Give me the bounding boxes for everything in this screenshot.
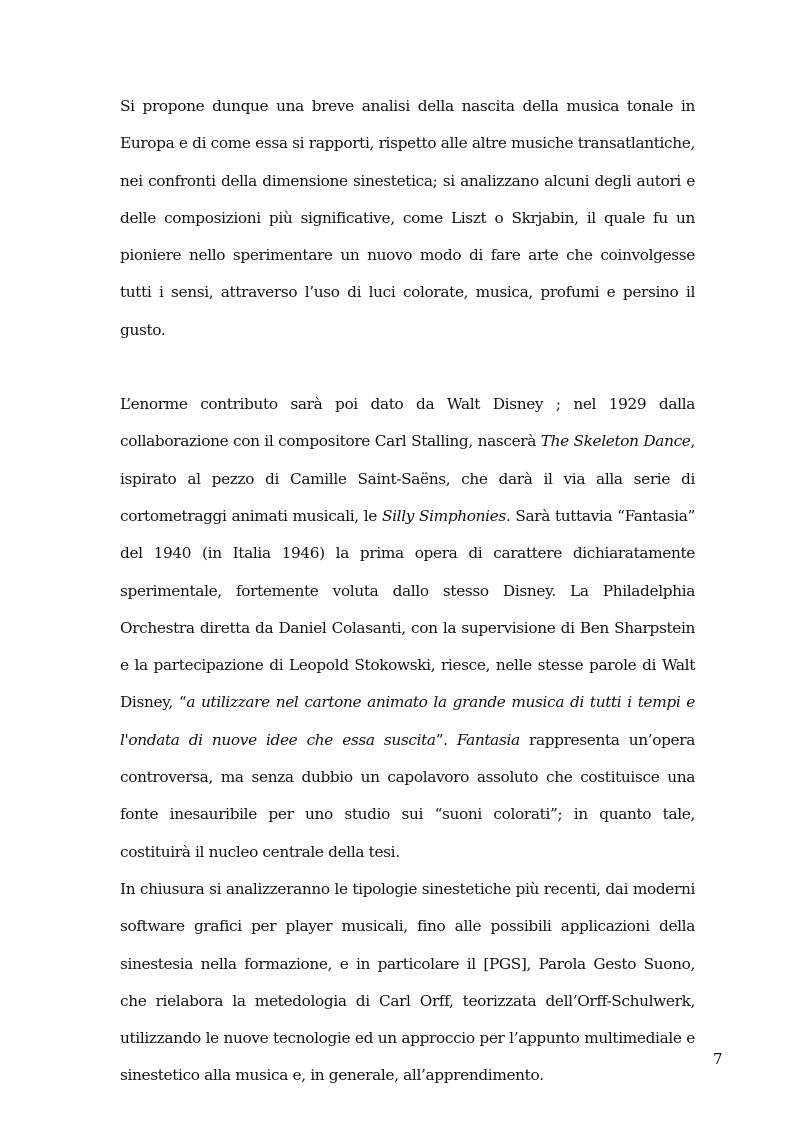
- paragraph-2-text: L’enorme contributo sarà poi dato da Walt Disney ; nel 1929 dalla collaborazione con il compositore Carl Stalling, nascerà: [120, 395, 695, 451]
- paragraph-3: [120, 871, 695, 1095]
- film-title-skeleton-dance: The Skeleton Dance: [540, 432, 691, 451]
- page-number: 7: [713, 1050, 723, 1068]
- disney-quote: a utilizzare nel cartone animato la grande musica di tutti i tempi e l'ondata di nuove idee che essa suscita: [120, 693, 695, 749]
- paragraph-2-text: ”.: [435, 730, 457, 749]
- paragraph-1: [120, 88, 695, 349]
- paragraph-2-text: . Sarà tuttavia “Fantasia” del 1940 (in Italia 1946) la prima opera di carattere dichiaratamente sperimentale, fortemente voluta dallo stesso Disney. La Philadelphia Orchestra diretta da Daniel Colasanti, con la supervisione di Ben Sharpstein e la partecipazione di Leopold Stokowski, riesce, nelle stesse parole di Walt Disney, “: [120, 506, 695, 712]
- film-title-fantasia: Fantasia: [456, 730, 520, 749]
- series-title-silly-simphonies: Silly Simphonies: [381, 506, 506, 525]
- document-body: [120, 88, 695, 1095]
- paragraph-1-text: Si propone dunque una breve analisi della nascita della musica tonale in Europa e di come essa si rapporti, rispetto alle altre musiche transatlantiche, nei confronti della dimensione sinestetica; si analizzano alcuni degli autori e delle composizioni più significative, come Liszt o Skrjabin, il quale fu un pioniere nello sperimentare un nuovo modo di fare arte che coinvolgesse tutti i sensi, attraverso l’uso di luci colorate, musica, profumi e persino il gusto.: [120, 97, 695, 339]
- paragraph-2-text: rappresenta un’opera controversa, ma senza dubbio un capolavoro assoluto che costituisce una fonte inesauribile per uno studio sui “suoni colorati”; in quanto tale, costituirà il nucleo centrale della tesi.: [120, 730, 695, 861]
- paragraph-3-text: In chiusura si analizzeranno le tipologie sinestetiche più recenti, dai moderni software grafici per player musicali, fino alle possibili applicazioni della sinestesia nella formazione, e in particolare il [PGS], Parola Gesto Suono, che rielabora la metedologia di Carl Orff, teorizzata dell’Orff-Schulwerk, utilizzando le nuove tecnologie ed un approccio per l’appunto multimediale e sinestetico alla musica e, in generale, all’apprendimento.: [120, 879, 695, 1085]
- paragraph-2-text: , ispirato al pezzo di Camille Saint-Saëns, che darà il via alla serie di cortometraggi animati musicali, le: [120, 432, 696, 525]
- paragraph-2: [120, 386, 695, 871]
